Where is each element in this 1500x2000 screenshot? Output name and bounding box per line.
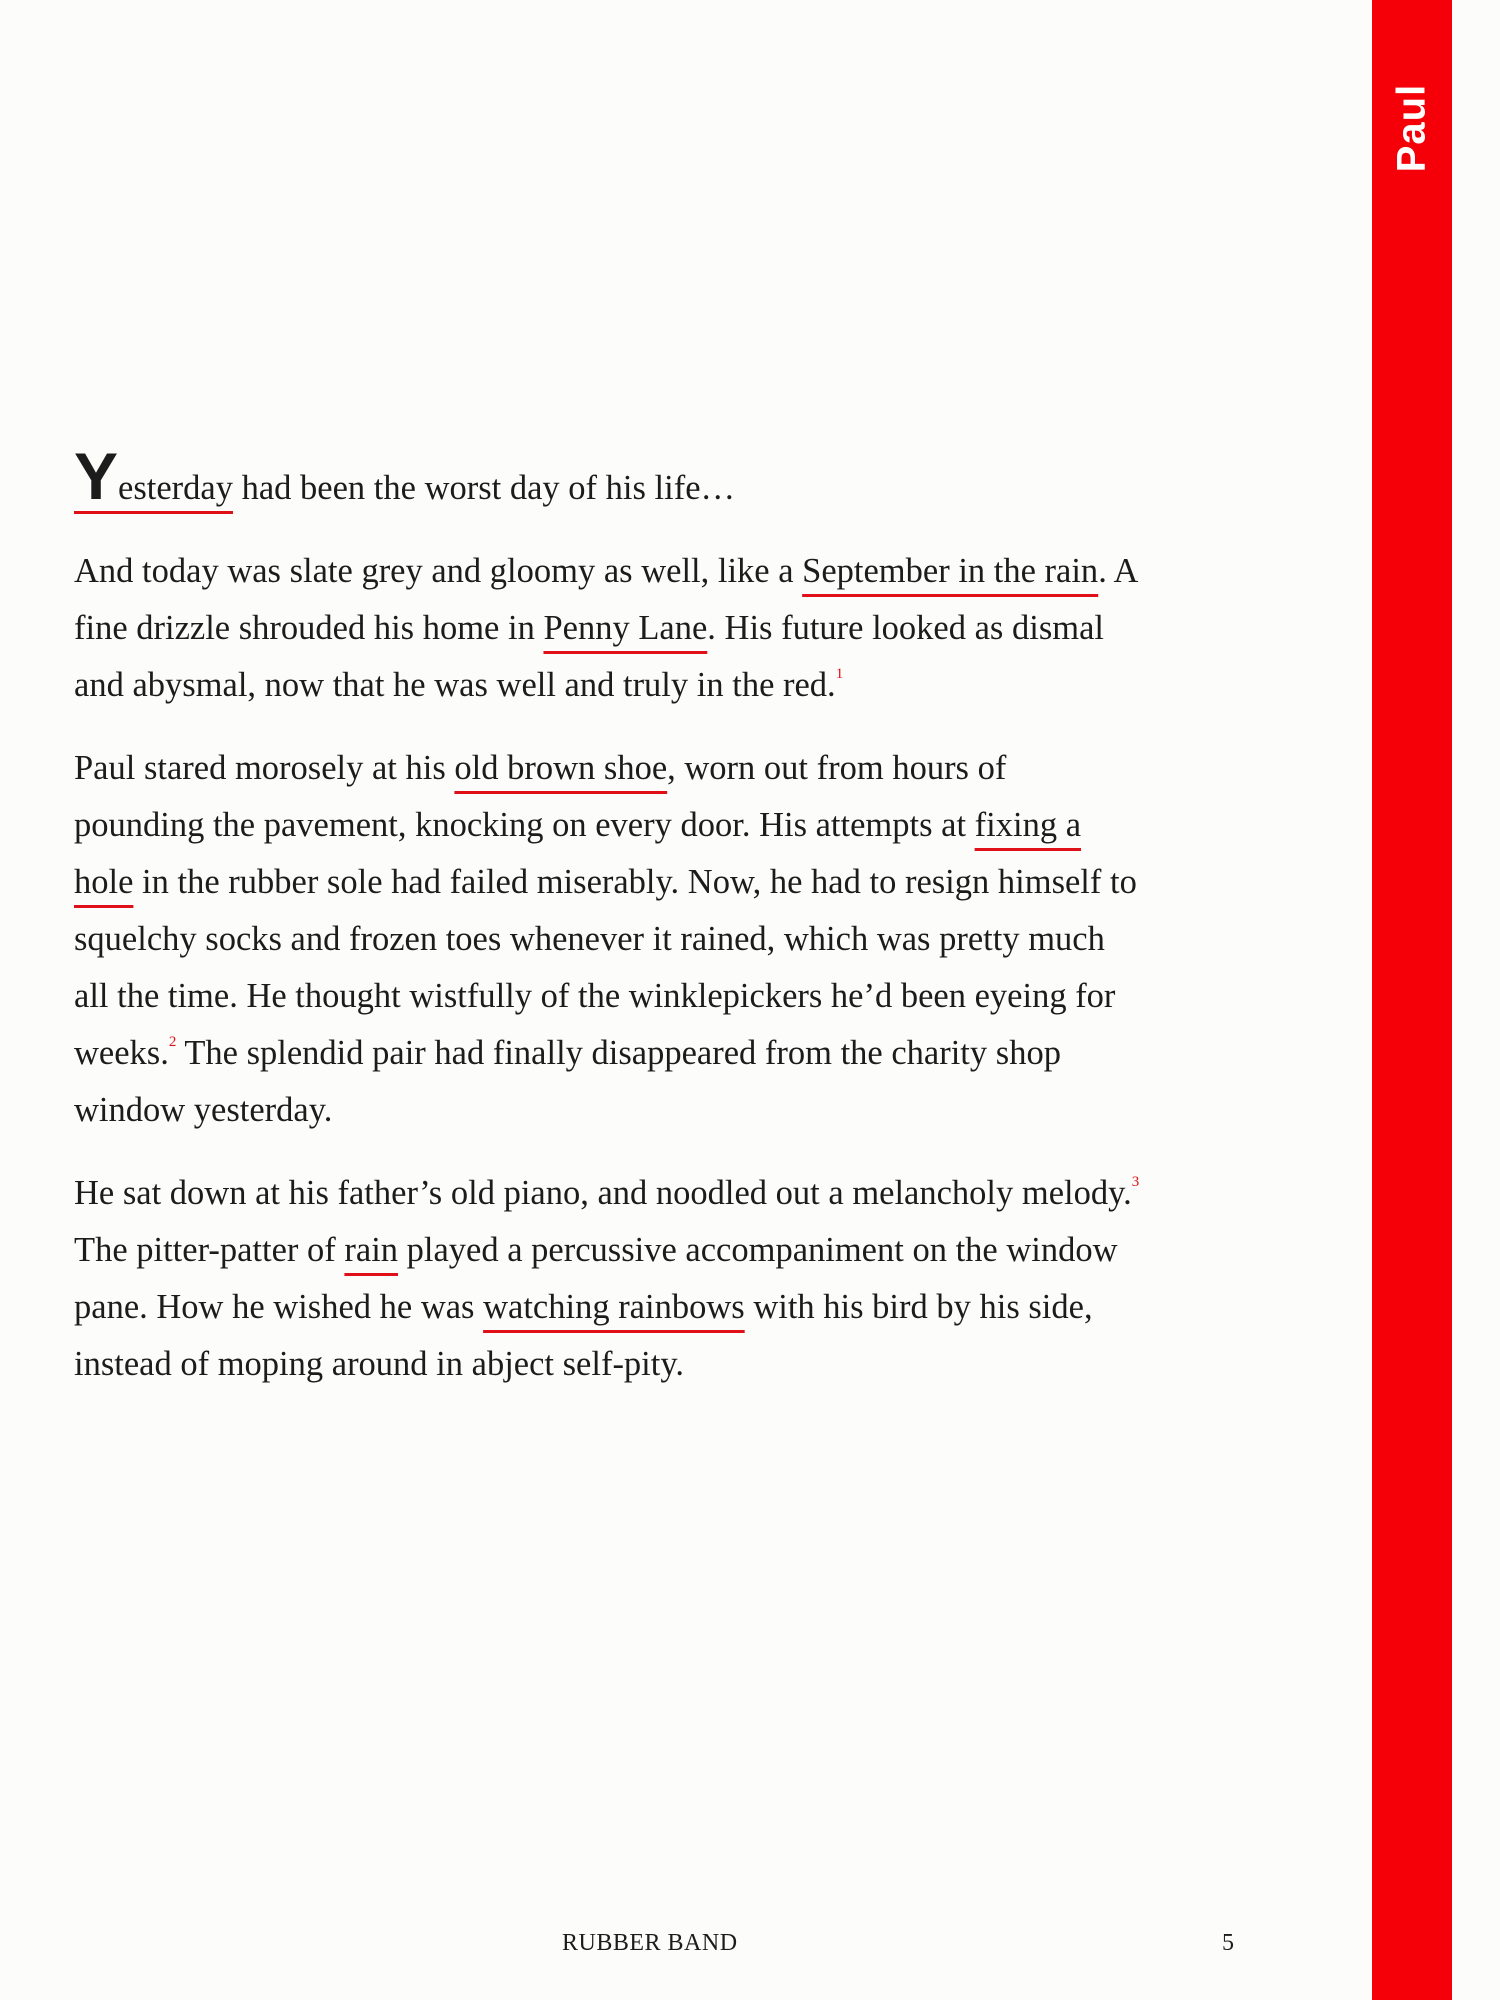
text-line: weeks.$^2$ The splendid pair had finally disappeared from the charity shop xyxy=(74,1034,1061,1072)
drop-cap: Yesterday xyxy=(74,439,233,513)
story-text xyxy=(74,439,1274,1419)
text-line: pane. How he wished he was watching rainbows with his bird by his side, xyxy=(74,1288,1093,1326)
text-run: had been the worst day of his life… xyxy=(232,469,736,507)
underlined-phrase: hole xyxy=(74,863,134,901)
text-line: all the time. He thought wistfully of the winklepickers he’d been eyeing for xyxy=(74,977,1116,1015)
text-line: And today was slate grey and gloomy as well, like a September in the rain. A xyxy=(74,552,1139,590)
running-title: RUBBER BAND xyxy=(562,1930,738,1956)
chapter-tab xyxy=(1372,0,1452,2000)
chapter-tab-label: Paul xyxy=(1389,83,1434,173)
footnote-marker[interactable]: 3 xyxy=(1131,1174,1140,1190)
underlined-phrase: rain xyxy=(344,1231,399,1269)
text-line: hole in the rubber sole had failed miserably. Now, he had to resign himself to xyxy=(74,863,1137,901)
footnote-marker[interactable]: 2 xyxy=(168,1034,177,1050)
text-line: The pitter-patter of rain played a percussive accompaniment on the window xyxy=(74,1231,1118,1269)
paragraph-1 xyxy=(74,439,1274,517)
text-line: He sat down at his father’s old piano, and noodled out a melancholy melody.$^3$ xyxy=(74,1174,1140,1212)
underlined-phrase: old brown shoe xyxy=(454,749,668,787)
page-number: 5 xyxy=(1222,1930,1235,1956)
underlined-phrase: fixing a xyxy=(974,806,1082,844)
text-line: pounding the pavement, knocking on every door. His attempts at fixing a xyxy=(74,806,1082,844)
footnote-marker[interactable]: 1 xyxy=(835,666,844,682)
text-line: instead of moping around in abject self-pity. xyxy=(74,1345,684,1383)
text-line: window yesterday. xyxy=(74,1091,333,1129)
paragraph-2 xyxy=(74,543,1274,714)
underlined-phrase: watching rainbows xyxy=(483,1288,745,1326)
underlined-phrase: September in the rain xyxy=(802,552,1099,590)
text-line xyxy=(74,439,1274,517)
text-line: squelchy socks and frozen toes whenever it rained, which was pretty much xyxy=(74,920,1105,958)
paragraph-4 xyxy=(74,1165,1274,1393)
text-line: and abysmal, now that he was well and truly in the red.$^1$ xyxy=(74,666,844,704)
text-line: Paul stared morosely at his old brown shoe, worn out from hours of xyxy=(74,749,1007,787)
underlined-phrase: esterday xyxy=(118,469,233,507)
text-line: fine drizzle shrouded his home in Penny Lane. His future looked as dismal xyxy=(74,609,1104,647)
paragraph-3 xyxy=(74,740,1274,1139)
underlined-phrase: Penny Lane xyxy=(543,609,708,647)
